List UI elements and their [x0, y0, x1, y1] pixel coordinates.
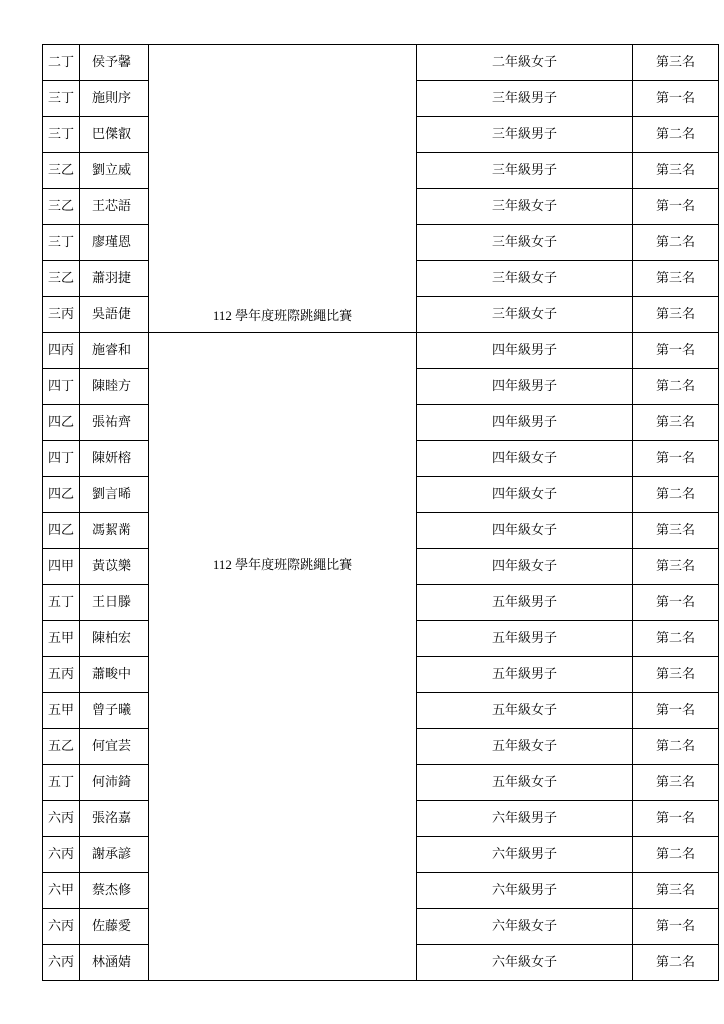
- rank-cell: 第三名: [633, 45, 719, 81]
- grade-group-cell: 五年級女子: [417, 729, 633, 765]
- student-name-cell: 王芯語: [80, 189, 149, 225]
- table-row: [43, 333, 719, 369]
- grade-group-cell: 三年級男子: [417, 81, 633, 117]
- student-name-cell: 張洺嘉: [80, 801, 149, 837]
- class-cell: 三乙: [43, 261, 80, 297]
- student-name-cell: 黃苡樂: [80, 549, 149, 585]
- grade-group-cell: 四年級男子: [417, 405, 633, 441]
- class-cell: 三丁: [43, 225, 80, 261]
- class-cell: 四丁: [43, 441, 80, 477]
- student-name-cell: 蕭羽捷: [80, 261, 149, 297]
- award-roster-page: [42, 44, 716, 970]
- grade-group-cell: 六年級男子: [417, 801, 633, 837]
- rank-cell: 第二名: [633, 477, 719, 513]
- student-name-cell: 施則序: [80, 81, 149, 117]
- award-roster-body: [43, 45, 719, 981]
- grade-group-cell: 三年級女子: [417, 261, 633, 297]
- student-name-cell: 陳柏宏: [80, 621, 149, 657]
- rank-cell: 第一名: [633, 189, 719, 225]
- student-name-cell: 陳妍榕: [80, 441, 149, 477]
- student-name-cell: 劉言晞: [80, 477, 149, 513]
- grade-group-cell: 五年級女子: [417, 693, 633, 729]
- rank-cell: 第三名: [633, 513, 719, 549]
- rank-cell: 第三名: [633, 873, 719, 909]
- grade-group-cell: 六年級女子: [417, 945, 633, 981]
- class-cell: 四乙: [43, 405, 80, 441]
- rank-cell: 第二名: [633, 117, 719, 153]
- class-cell: 五丁: [43, 765, 80, 801]
- rank-cell: 第二名: [633, 369, 719, 405]
- student-name-cell: 施睿和: [80, 333, 149, 369]
- grade-group-cell: 六年級男子: [417, 837, 633, 873]
- event-name-cell: [149, 333, 417, 981]
- student-name-cell: 王日滕: [80, 585, 149, 621]
- student-name-cell: 蕭畯中: [80, 657, 149, 693]
- rank-cell: 第三名: [633, 261, 719, 297]
- rank-cell: 第一名: [633, 693, 719, 729]
- rank-cell: 第二名: [633, 837, 719, 873]
- class-cell: 三丁: [43, 81, 80, 117]
- grade-group-cell: 五年級男子: [417, 585, 633, 621]
- rank-cell: 第一名: [633, 441, 719, 477]
- class-cell: 六丙: [43, 909, 80, 945]
- grade-group-cell: 四年級女子: [417, 441, 633, 477]
- class-cell: 五甲: [43, 693, 80, 729]
- student-name-cell: 廖瑾恩: [80, 225, 149, 261]
- grade-group-cell: 四年級男子: [417, 333, 633, 369]
- class-cell: 六丙: [43, 801, 80, 837]
- student-name-cell: 何沛錡: [80, 765, 149, 801]
- grade-group-cell: 三年級男子: [417, 117, 633, 153]
- rank-cell: 第三名: [633, 297, 719, 333]
- rank-cell: 第二名: [633, 225, 719, 261]
- student-name-cell: 佐藤愛: [80, 909, 149, 945]
- event-name-text: 112 學年度班際跳繩比賽: [212, 557, 353, 572]
- rank-cell: 第三名: [633, 657, 719, 693]
- grade-group-cell: 三年級女子: [417, 189, 633, 225]
- class-cell: 四乙: [43, 513, 80, 549]
- student-name-cell: 蔡杰修: [80, 873, 149, 909]
- class-cell: 四丁: [43, 369, 80, 405]
- rank-cell: 第一名: [633, 333, 719, 369]
- rank-cell: 第二名: [633, 729, 719, 765]
- grade-group-cell: 四年級女子: [417, 513, 633, 549]
- rank-cell: 第二名: [633, 621, 719, 657]
- event-name-cell: 112 學年度班際跳繩比賽: [149, 45, 417, 333]
- student-name-cell: 張祐齊: [80, 405, 149, 441]
- grade-group-cell: 五年級男子: [417, 657, 633, 693]
- class-cell: 五丙: [43, 657, 80, 693]
- class-cell: 四乙: [43, 477, 80, 513]
- class-cell: 三乙: [43, 153, 80, 189]
- table-row: [43, 45, 719, 81]
- rank-cell: 第一名: [633, 81, 719, 117]
- class-cell: 六甲: [43, 873, 80, 909]
- grade-group-cell: 五年級女子: [417, 765, 633, 801]
- grade-group-cell: 六年級男子: [417, 873, 633, 909]
- student-name-cell: 陳睦方: [80, 369, 149, 405]
- class-cell: 三丁: [43, 117, 80, 153]
- grade-group-cell: 二年級女子: [417, 45, 633, 81]
- award-roster-table: [42, 44, 719, 981]
- student-name-cell: 侯予馨: [80, 45, 149, 81]
- rank-cell: 第三名: [633, 549, 719, 585]
- student-name-cell: 劉立威: [80, 153, 149, 189]
- student-name-cell: 巴傑叡: [80, 117, 149, 153]
- student-name-cell: 曾子曦: [80, 693, 149, 729]
- rank-cell: 第一名: [633, 801, 719, 837]
- class-cell: 四甲: [43, 549, 80, 585]
- class-cell: 五甲: [43, 621, 80, 657]
- class-cell: 六丙: [43, 837, 80, 873]
- rank-cell: 第一名: [633, 909, 719, 945]
- rank-cell: 第三名: [633, 405, 719, 441]
- grade-group-cell: 五年級男子: [417, 621, 633, 657]
- grade-group-cell: 三年級女子: [417, 297, 633, 333]
- class-cell: 四丙: [43, 333, 80, 369]
- class-cell: 五丁: [43, 585, 80, 621]
- rank-cell: 第三名: [633, 153, 719, 189]
- student-name-cell: 何宜芸: [80, 729, 149, 765]
- grade-group-cell: 六年級女子: [417, 909, 633, 945]
- class-cell: 三乙: [43, 189, 80, 225]
- rank-cell: 第一名: [633, 585, 719, 621]
- rank-cell: 第二名: [633, 945, 719, 981]
- class-cell: 五乙: [43, 729, 80, 765]
- class-cell: 三丙: [43, 297, 80, 333]
- grade-group-cell: 四年級女子: [417, 549, 633, 585]
- grade-group-cell: 三年級女子: [417, 225, 633, 261]
- class-cell: 六丙: [43, 945, 80, 981]
- student-name-cell: 吳語倢: [80, 297, 149, 333]
- grade-group-cell: 四年級男子: [417, 369, 633, 405]
- grade-group-cell: 四年級女子: [417, 477, 633, 513]
- class-cell: 二丁: [43, 45, 80, 81]
- student-name-cell: 馮絜黹: [80, 513, 149, 549]
- rank-cell: 第三名: [633, 765, 719, 801]
- student-name-cell: 謝承諺: [80, 837, 149, 873]
- student-name-cell: 林涵婧: [80, 945, 149, 981]
- grade-group-cell: 三年級男子: [417, 153, 633, 189]
